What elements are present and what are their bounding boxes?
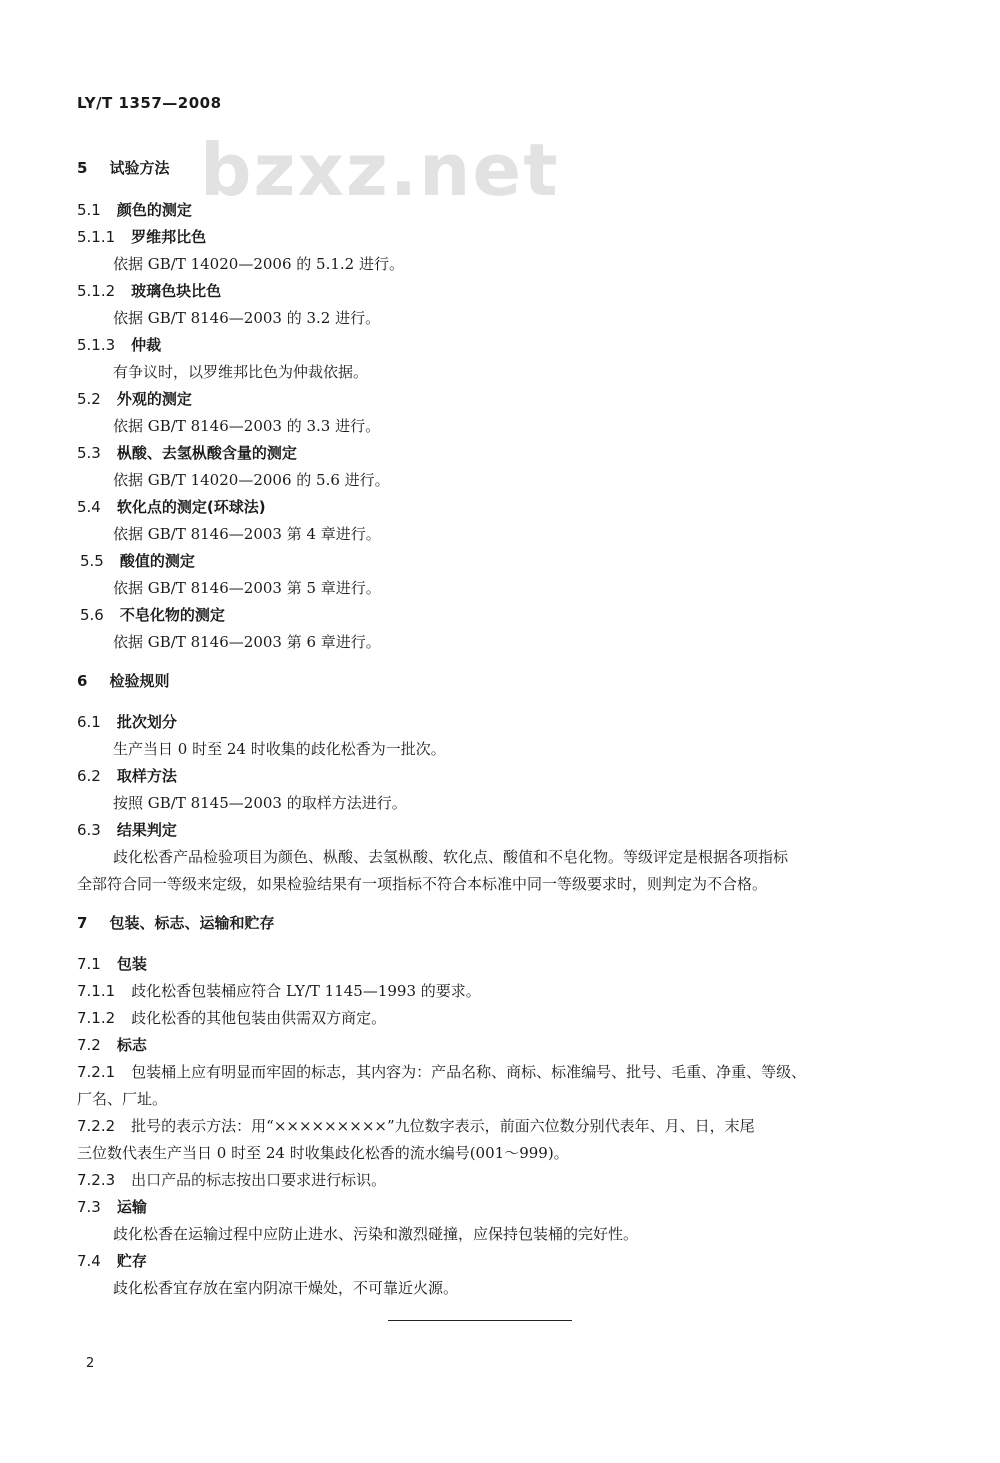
section-5-5-text: 依据 GB/T 8146—2003 第 5 章进行。: [113, 579, 381, 597]
section-7-2-2-line2: 三位数代表生产当日 0 时至 24 时收集歧化松香的流水编号(001～999)。: [77, 1144, 569, 1162]
section-5-6-text: 依据 GB/T 8146—2003 第 6 章进行。: [113, 633, 381, 651]
standard-header: LY/T 1357—2008: [77, 94, 222, 112]
section-5-1-heading: 5.1 颜色的测定: [77, 201, 192, 219]
section-5-1-1-heading: 5.1.1 罗维邦比色: [77, 228, 207, 246]
section-7-2-3: 7.2.3 出口产品的标志按出口要求进行标识。: [77, 1171, 387, 1189]
section-5-heading: 5 试验方法: [77, 159, 170, 177]
section-7-heading: 7 包装、标志、运输和贮存: [77, 914, 275, 932]
section-6-2-heading: 6.2 取样方法: [77, 767, 177, 785]
end-rule: [388, 1320, 572, 1321]
section-5-1-2-text: 依据 GB/T 8146—2003 的 3.2 进行。: [113, 309, 381, 327]
section-5-1-1-text: 依据 GB/T 14020—2006 的 5.1.2 进行。: [113, 255, 404, 273]
section-6-3-heading: 6.3 结果判定: [77, 821, 177, 839]
section-6-heading: 6 检验规则: [77, 672, 170, 690]
section-7-2-2-line1: 7.2.2 批号的表示方法：用“×××××××××”九位数字表示，前面六位数分别代表年、月、日，末尾: [77, 1117, 755, 1135]
section-5-1-2-heading: 5.1.2 玻璃色块比色: [77, 282, 222, 300]
section-6-1-text: 生产当日 0 时至 24 时收集的歧化松香为一批次。: [113, 740, 446, 758]
section-6-3-text-line1: 歧化松香产品检验项目为颜色、枞酸、去氢枞酸、软化点、酸值和不皂化物。等级评定是根据各项指标: [113, 848, 789, 866]
section-6-2-text: 按照 GB/T 8145—2003 的取样方法进行。: [113, 794, 407, 812]
section-5-2-text: 依据 GB/T 8146—2003 的 3.3 进行。: [113, 417, 381, 435]
section-7-2-1-line2: 厂名、厂址。: [77, 1090, 168, 1108]
section-7-1-heading: 7.1 包装: [77, 955, 147, 973]
section-7-3-heading: 7.3 运输: [77, 1198, 147, 1216]
section-7-2-1-line1: 7.2.1 包装桶上应有明显而牢固的标志，其内容为：产品名称、商标、标准编号、批号、毛重、净重、等级、: [77, 1063, 807, 1081]
section-5-1-3-text: 有争议时，以罗维邦比色为仲裁依据。: [113, 363, 369, 381]
section-7-4-text: 歧化松香宜存放在室内阴凉干燥处，不可靠近火源。: [113, 1279, 459, 1297]
section-7-1-1: 7.1.1 歧化松香包装桶应符合 LY/T 1145—1993 的要求。: [77, 982, 481, 1000]
section-5-3-text: 依据 GB/T 14020—2006 的 5.6 进行。: [113, 471, 390, 489]
section-7-3-text: 歧化松香在运输过程中应防止进水、污染和激烈碰撞，应保持包装桶的完好性。: [113, 1225, 639, 1243]
section-5-2-heading: 5.2 外观的测定: [77, 390, 192, 408]
section-6-1-heading: 6.1 批次划分: [77, 713, 177, 731]
watermark: bzxz.net: [200, 128, 560, 212]
section-7-1-2: 7.1.2 歧化松香的其他包装由供需双方商定。: [77, 1009, 387, 1027]
section-5-3-heading: 5.3 枞酸、去氢枞酸含量的测定: [77, 444, 297, 462]
section-5-6-heading: 5.6 不皂化物的测定: [80, 606, 225, 624]
page-number: 2: [86, 1356, 95, 1371]
section-7-2-heading: 7.2 标志: [77, 1036, 147, 1054]
section-5-4-text: 依据 GB/T 8146—2003 第 4 章进行。: [113, 525, 381, 543]
section-7-4-heading: 7.4 贮存: [77, 1252, 147, 1270]
section-5-1-3-heading: 5.1.3 仲裁: [77, 336, 162, 354]
section-5-4-heading: 5.4 软化点的测定(环球法): [77, 498, 266, 516]
section-6-3-text-line2: 全部符合同一等级来定级，如果检验结果有一项指标不符合本标准中同一等级要求时，则判定为不合格。: [77, 875, 768, 893]
section-5-5-heading: 5.5 酸值的测定: [80, 552, 195, 570]
